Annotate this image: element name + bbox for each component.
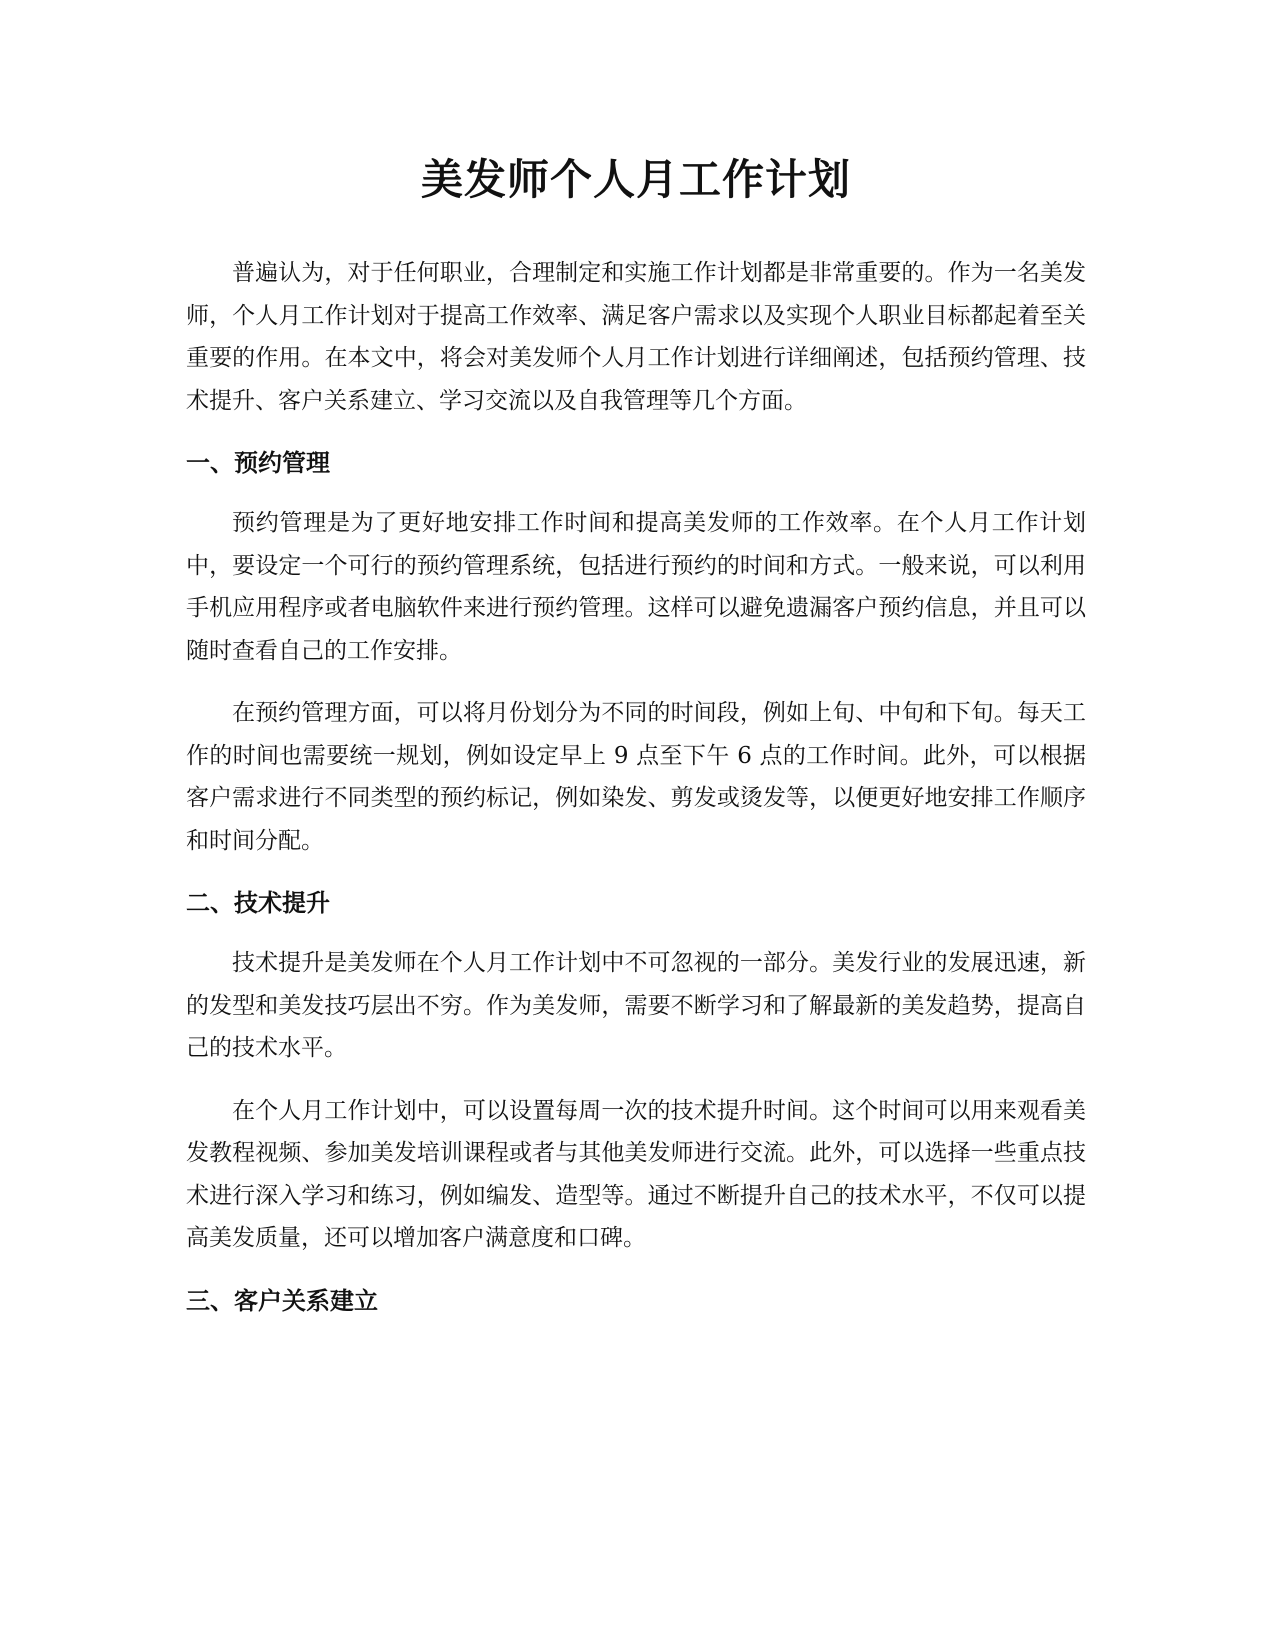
section-heading-skills: 二、技术提升 [186,889,330,917]
section-paragraph: 预约管理是为了更好地安排工作时间和提高美发师的工作效率。在个人月工作计划中，要设定一个可行的预约管理系统，包括进行预约的时间和方式。一般来说，可以利用手机应用程序或者电脑软件来进行预约管理。这样可以避免遗漏客户预约信息，并且可以随时查看自己的工作安排。 [186,510,1086,664]
intro-paragraph: 普遍认为，对于任何职业，合理制定和实施工作计划都是非常重要的。作为一名美发师，个人月工作计划对于提高工作效率、满足客户需求以及实现个人职业目标都起着至关重要的作用。在本文中，将会对美发师个人月工作计划进行详细阐述，包括预约管理、技术提升、客户关系建立、学习交流以及自我管理等几个方面。 [186,260,1086,414]
section-heading-appointment: 一、预约管理 [186,449,330,477]
section-paragraph: 在个人月工作计划中，可以设置每周一次的技术提升时间。这个时间可以用来观看美发教程视频、参加美发培训课程或者与其他美发师进行交流。此外，可以选择一些重点技术进行深入学习和练习，例如编发、造型等。通过不断提升自己的技术水平，不仅可以提高美发质量，还可以增加客户满意度和口碑。 [186,1097,1086,1251]
document-title: 美发师个人月工作计划 [420,155,851,204]
document-content [186,138,1086,1340]
section-paragraph: 技术提升是美发师在个人月工作计划中不可忽视的一部分。美发行业的发展迅速，新的发型和美发技巧层出不穷。作为美发师，需要不断学习和了解最新的美发趋势，提高自己的技术水平。 [186,950,1086,1061]
section-heading-customer-relations: 三、客户关系建立 [186,1286,378,1315]
section-paragraph: 在预约管理方面，可以将月份划分为不同的时间段，例如上旬、中旬和下旬。每天工作的时间也需要统一规划，例如设定早上 9 点至下午 6 点的工作时间。此外，可以根据客户需求进行不同类型的预约标记，例如染发、剪发或烫发等，以便更好地安排工作顺序和时间分配。 [186,700,1086,854]
